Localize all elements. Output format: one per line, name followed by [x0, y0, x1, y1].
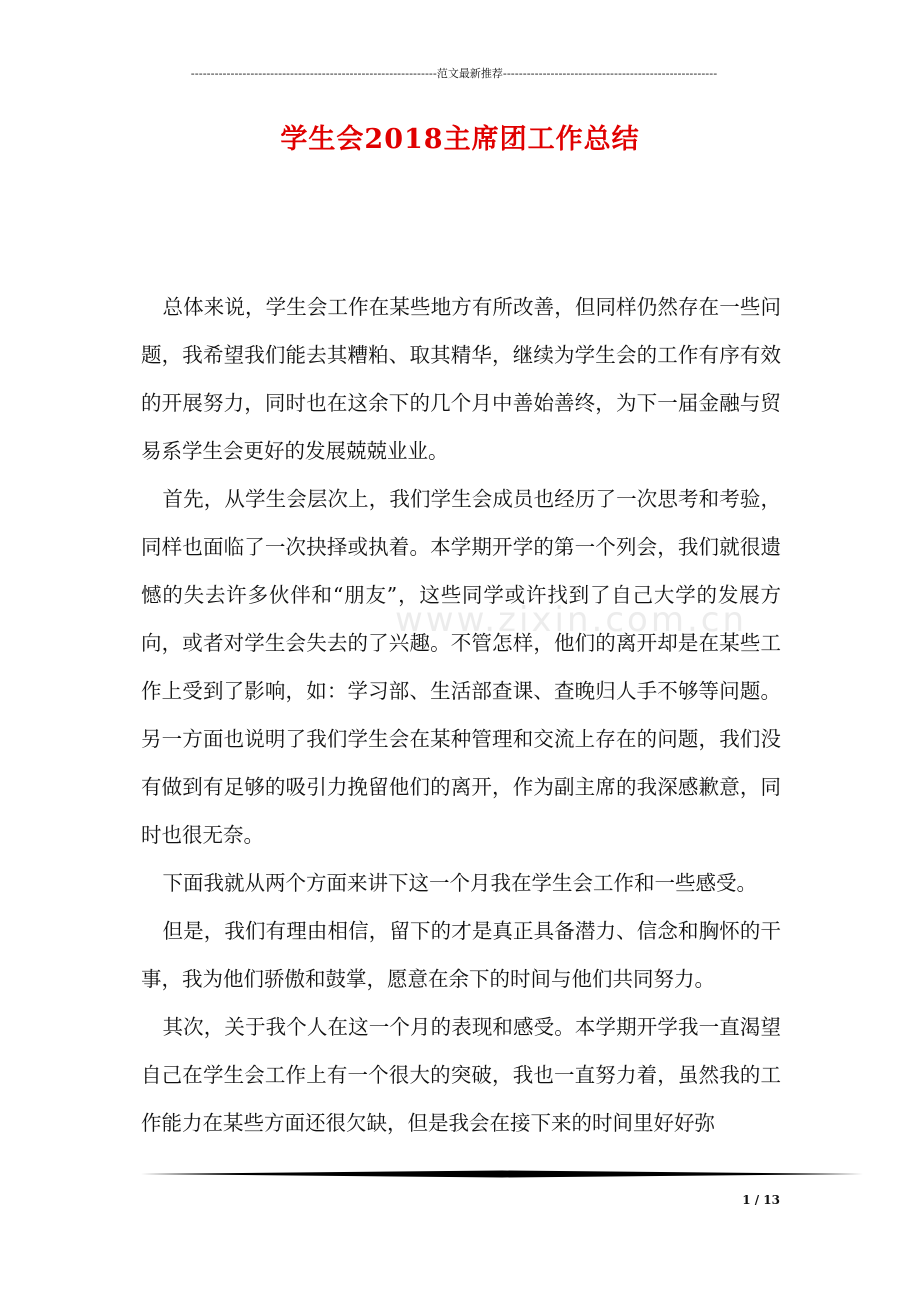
watermark: www.zixin.com.cn — [395, 600, 747, 640]
page-header: --------------------------------------------------------------范文最新推荐------------------------------------------------------ — [190, 67, 718, 80]
paragraph: 其次，关于我个人在这一个月的表现和感受。本学期开学我一直渴望自己在学生会工作上有一个很大的突破，我也一直努力着，虽然我的工作能力在某些方面还很欠缺，但是我会在接下来的时间里好好弥 — [141, 1015, 781, 1135]
document-title: 学生会2018主席团工作总结 — [280, 124, 640, 155]
page-number: 1 / 13 — [742, 1193, 780, 1207]
paragraph: 首先，从学生会层次上，我们学生会成员也经历了一次思考和考验，同样也面临了一次抉择或执着。本学期开学的第一个列会，我们就很遗憾的失去许多伙伴和“朋友”，这些同学或许找到了自己大学的发展方向，或者对学生会失去的了兴趣。不管怎样，他们的离开却是在某些工作上受到了影响，如：学习部、生活部查课、查晚归人手不够等问题。另一方面也说明了我们学生会在某种管理和交流上存在的问题，我们没有做到有足够的吸引力挽留他们的离开，作为副主席的我深感歉意，同时也很无奈。 — [141, 487, 781, 847]
paragraph: 下面我就从两个方面来讲下这一个月我在学生会工作和一些感受。 — [162, 871, 758, 895]
paragraph: 总体来说，学生会工作在某些地方有所改善，但同样仍然存在一些问题，我希望我们能去其糟粕、取其精华，继续为学生会的工作有序有效的开展努力，同时也在这余下的几个月中善始善终，为下一届金融与贸易系学生会更好的发展兢兢业业。 — [141, 295, 781, 463]
footer-rule — [141, 1170, 863, 1178]
paragraph: 但是，我们有理由相信，留下的才是真正具备潜力、信念和胸怀的干事，我为他们骄傲和鼓掌，愿意在余下的时间与他们共同努力。 — [141, 919, 781, 991]
document-body — [141, 283, 781, 1147]
